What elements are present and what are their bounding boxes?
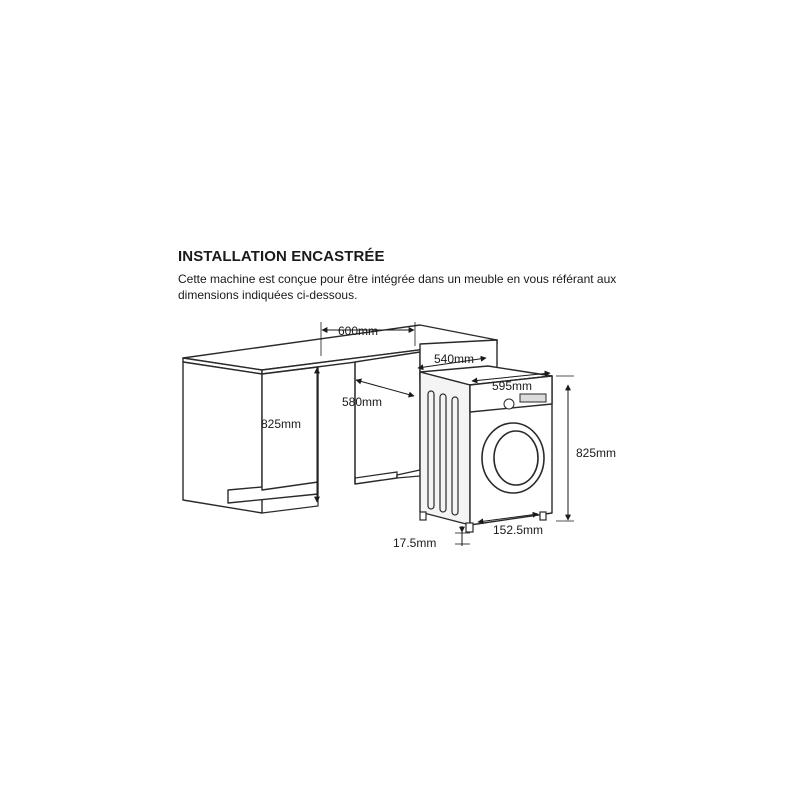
label-foot-height: 17.5mm (393, 536, 437, 550)
intro-line-2: dimensions indiquées ci-dessous. (178, 288, 358, 302)
label-cabinet-height: 825mm (261, 417, 302, 431)
label-cabinet-width: 600mm (338, 324, 379, 338)
heading: INSTALLATION ENCASTRÉE (178, 248, 385, 265)
machine-door (482, 423, 544, 493)
label-machine-width: 595mm (492, 379, 533, 393)
label-foot-offset: 152.5mm (493, 523, 544, 537)
label-machine-depth: 540mm (434, 352, 475, 366)
label-machine-height: 825mm (576, 446, 617, 460)
program-dial-icon (504, 399, 514, 409)
intro-line-1: Cette machine est conçue pour être intégrée dans un meuble en vous référant aux (178, 272, 617, 286)
display-icon (520, 394, 546, 402)
cabinet-cavity-right (355, 352, 420, 484)
label-cabinet-depth: 580mm (342, 395, 383, 409)
